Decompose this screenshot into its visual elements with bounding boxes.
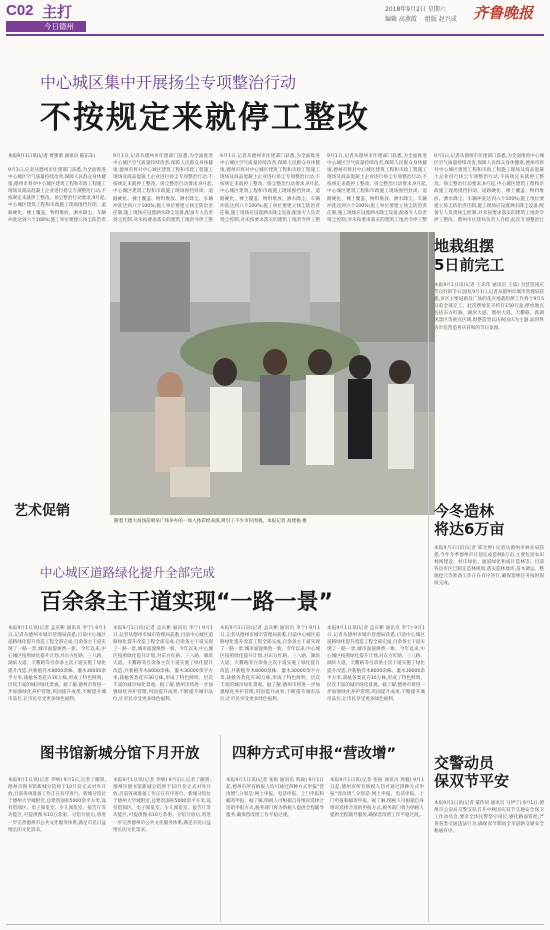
side1-headline-line1: 地栽组摆 bbox=[434, 237, 495, 255]
story2-body-col2: 本报9月1日讯(记者 孟庆彬 通讯员 李宁) 9月1日,记者从德州市城市管理局获悉,目前中心城区道路绿化提升改造工程全部完成,百余条主干道实现了一路一景,城市面貌焕然一新。今年以来,中心城区按照绿化提升计划,对东方红路、三八路、湖滨大道、天衢路等百余条主次干道实施了绿化提升改造,共新植乔木8000余株、灌木30000余平方米,栽植各类花卉30万株,形成了特色鲜明、层次丰富的城市绿化景观。据了解,德州市将进一步加强绿化养护管理,巩固提升成果,不断提升城市品位,让市民享受更多绿色福利。 bbox=[113, 626, 213, 702]
page-code: C02 bbox=[6, 2, 34, 19]
masthead-logo: 齐鲁晚报 bbox=[473, 4, 534, 22]
editor-line: 编辑 高燕霞 组版 赵兴成 bbox=[385, 16, 457, 23]
lead-body-col2: 9月1日,记者从德州市住建部门获悉,为全面推进中心城区空气质量持续改善,保障人民群众身体健康,德州市将对中心城区建筑工程和市政工程施工现场及商品混凝土企业进行扬尘专项整治行动,不按规定来就停工整改。扬尘整治行动要求,9月起,中心城区建筑工程和市政施工现场围挡封闭、道路硬化、裸土覆盖、物料堆放、洒水降尘、车辆冲洗达到六个100%;施工单位要建立扬尘防治责任制,施工现场应设置洒水降尘设备,配备专人负责扬尘控制,对未按要求落实的建筑工地责令停工整 bbox=[113, 154, 213, 223]
side3-headline-line1: 交警动员 bbox=[434, 754, 495, 772]
story2-kicker: 中心城区道路绿化提升全部完成 bbox=[40, 565, 216, 580]
lead-byline: 本报9月1日讯(记者 贾蕾蕾 通讯员 陆东东) bbox=[8, 154, 96, 159]
bottom-rule bbox=[6, 924, 544, 925]
story3-divider bbox=[220, 735, 221, 922]
photo-illustration bbox=[110, 232, 435, 515]
story3-headline: 图书馆新城分馆下月开放 bbox=[40, 746, 200, 762]
photo-caption: 随着天德大商场前喷泉广场举办的一场人体彩绘表演,吸引了不少市民围观。本报记者 高建福 摄 bbox=[114, 519, 307, 524]
lead-headline: 不按规定来就停工整改 bbox=[40, 100, 370, 136]
story4-body-col1: 本报9月1日讯(记者 张振 通讯员 周毅) 9月1日起,德州市所有纳税人均可通过四种方式申报“营改增”,分别是:网上申报、电话申报、上门申报和邮寄申报。据了解,纳税人可根据自身情况选择合适的申报方式,税务部门将为纳税人提供全程辅导服务,确保营改增工作平稳过渡。 bbox=[226, 778, 324, 819]
story2-body-col4: 本报9月1日讯(记者 孟庆彬 通讯员 李宁) 9月1日,记者从德州市城市管理局获悉,目前中心城区道路绿化提升改造工程全部完成,百余条主干道实现了一路一景,城市面貌焕然一新。今年以来,中心城区按照绿化提升计划,对东方红路、三八路、湖滨大道、天衢路等百余条主次干道实施了绿化提升改造,共新植乔木8000余株、灌木30000余平方米,栽植各类花卉30万株,形成了特色鲜明、层次丰富的城市绿化景观。据了解,德州市将进一步加强绿化养护管理,巩固提升成果,不断提升城市品位,让市民享受更多绿色福利。 bbox=[327, 626, 425, 702]
photo-tag: 艺术促销 bbox=[14, 503, 70, 519]
lead-body-col5: 9月1日,记者从德州市住建部门获悉,为全面推进中心城区空气质量持续改善,保障人民群众身体健康,德州市将对中心城区建筑工程和市政工程施工现场及商品混凝土企业进行扬尘专项整治行动,不按规定来就停工整改。扬尘整治行动要求,9月起,中心城区建筑工程和市政施工现场围挡封闭、道路硬化、裸土覆盖、物料堆放、洒水降尘、车辆冲洗达到六个100%;施工单位要建立扬尘防治责任制,施工现场应设置洒水降尘设备,配备专人负责扬尘控制,对未按要求落实的建筑工地责令停工整改。德州市住建局负责人介绍,此次专项整治行 bbox=[434, 154, 544, 223]
side1-headline-line2: 5日前完工 bbox=[434, 256, 505, 274]
page-header bbox=[0, 0, 550, 34]
story3-body-col1: 本报9月1日讯(记者 李响) 9月1日,记者了解到,德州市图书馆新城分馆将于10月份正式对外开放,目前各项准备工作正在有序进行。新城分馆位于德州大学城附近,总建筑面积5000余平方米,设有借阅区、电子阅览室、少儿阅览室、报告厅等功能区,可提供图书10万余册。分馆开放后,将进一步完善德州市公共文化服务体系,满足市民日益增长的文化需求。 bbox=[8, 778, 106, 833]
subsection-tab bbox=[6, 21, 86, 32]
side1-body: 本报9月1日讯(记者 王乐伟 通讯员 王茹) 为营造国庆节良好的节日氛围,9月1日,记者从德州市城市管理局获悉,市区主要道路及广场的花卉地栽组摆工作将于9月5日前全部完工。此次摆放花卉约有150万盆,摆放地点包括东方红路、湖滨大道、德州大道、天衢路、新湖风景区等重点区域,组摆造型以庆祝国庆为主题,届时将为市民营造喜庆祥和的节日氛围。 bbox=[434, 283, 544, 331]
side2-headline-line1: 今冬造林 bbox=[434, 502, 495, 520]
side3-body: 本报9月1日讯(记者 董传同 通讯员 马伊宁) 9月1日,德州市公安局交警支队召开中秋国庆双节交通安全保卫工作动员会,要求全体民警坚守岗位,强化路面管控,严查各类交通违法行为,确保双节期间全市道路交通安全畅通有序。 bbox=[434, 801, 544, 835]
section-title: 主打 bbox=[42, 3, 73, 21]
news-photo bbox=[110, 232, 435, 515]
lead-body-col3: 9月1日,记者从德州市住建部门获悉,为全面推进中心城区空气质量持续改善,保障人民群众身体健康,德州市将对中心城区建筑工程和市政工程施工现场及商品混凝土企业进行扬尘专项整治行动,不按规定来就停工整改。扬尘整治行动要求,9月起,中心城区建筑工程和市政施工现场围挡封闭、道路硬化、裸土覆盖、物料堆放、洒水降尘、车辆冲洗达到六个100%;施工单位要建立扬尘防治责任制,施工现场应设置洒水降尘设备,配备专人负责扬尘控制,对未按要求落实的建筑工地责令停工整 bbox=[220, 154, 320, 223]
lead-kicker: 中心城区集中开展扬尘专项整治行动 bbox=[40, 73, 297, 92]
date-line: 2018年9月2日 星期六 bbox=[385, 6, 446, 13]
lead-body-col1: 9月1日,记者从德州市住建部门获悉,为全面推进中心城区空气质量持续改善,保障人民群众身体健康,德州市将对中心城区建筑工程和市政工程施工现场及商品混凝土企业进行扬尘专项整治行动,不按规定来就停工整改。扬尘整治行动要求,9月起,中心城区建筑工程和市政施工现场围挡封闭、道路硬化、裸土覆盖、物料堆放、洒水降尘、车辆冲洗达到六个100%;施工单位要建立扬尘防治责 bbox=[8, 168, 106, 223]
subsection-label: 今日德州 bbox=[44, 22, 74, 31]
side3-headline-line2: 保双节平安 bbox=[434, 772, 510, 790]
lead-body-col4: 9月1日,记者从德州市住建部门获悉,为全面推进中心城区空气质量持续改善,保障人民群众身体健康,德州市将对中心城区建筑工程和市政工程施工现场及商品混凝土企业进行扬尘专项整治行动,不按规定来就停工整改。扬尘整治行动要求,9月起,中心城区建筑工程和市政施工现场围挡封闭、道路硬化、裸土覆盖、物料堆放、洒水降尘、车辆冲洗达到六个100%;施工单位要建立扬尘防治责任制,施工现场应设置洒水降尘设备,配备专人负责扬尘控制,对未按要求落实的建筑工地责令停工整 bbox=[327, 154, 427, 223]
side2-body: 本报9月1日讯(记者 邢光婷) 记者从德州市林业局获悉,今年冬季德州市计划完成造林6万亩,主要包括农田林网建设、村庄绿化、通道绿化和成片造林等。目前各县市区已制定造林规划,落实造林地块,苗木调运、整地挖穴等准备工作正在有序进行,确保造林任务按时保质完成。 bbox=[434, 546, 544, 587]
header-rule bbox=[6, 34, 544, 36]
story3-body-col2: 本报9月1日讯(记者 李响) 9月1日,记者了解到,德州市图书馆新城分馆将于10月份正式对外开放,目前各项准备工作正在有序进行。新城分馆位于德州大学城附近,总建筑面积5000余平方米,设有借阅区、电子阅览室、少儿阅览室、报告厅等功能区,可提供图书10万余册。分馆开放后,将进一步完善德州市公共文化服务体系,满足市民日益增长的文化需求。 bbox=[113, 778, 211, 833]
story2-headline: 百余条主干道实现“一路一景” bbox=[40, 590, 333, 615]
story4-body-col2: 本报9月1日讯(记者 张振 通讯员 周毅) 9月1日起,德州市所有纳税人均可通过四种方式申报“营改增”,分别是:网上申报、电话申报、上门申报和邮寄申报。据了解,纳税人可根据自身情况选择合适的申报方式,税务部门将为纳税人提供全程辅导服务,确保营改增工作平稳过渡。 bbox=[330, 778, 424, 819]
story2-body-col3: 本报9月1日讯(记者 孟庆彬 通讯员 李宁) 9月1日,记者从德州市城市管理局获悉,目前中心城区道路绿化提升改造工程全部完成,百余条主干道实现了一路一景,城市面貌焕然一新。今年以来,中心城区按照绿化提升计划,对东方红路、三八路、湖滨大道、天衢路等百余条主次干道实施了绿化提升改造,共新植乔木8000余株、灌木30000余平方米,栽植各类花卉30万株,形成了特色鲜明、层次丰富的城市绿化景观。据了解,德州市将进一步加强绿化养护管理,巩固提升成果,不断提升城市品位,让市民享受更多绿色福利。 bbox=[220, 626, 320, 702]
story2-body-col1: 本报9月1日讯(记者 孟庆彬 通讯员 李宁) 9月1日,记者从德州市城市管理局获悉,目前中心城区道路绿化提升改造工程全部完成,百余条主干道实现了一路一景,城市面貌焕然一新。今年以来,中心城区按照绿化提升计划,对东方红路、三八路、湖滨大道、天衢路等百余条主次干道实施了绿化提升改造,共新植乔木8000余株、灌木30000余平方米,栽植各类花卉30万株,形成了特色鲜明、层次丰富的城市绿化景观。据了解,德州市将进一步加强绿化养护管理,巩固提升成果,不断提升城市品位,让市民享受更多绿色福利。 bbox=[8, 626, 106, 702]
side2-headline-line2: 将达6万亩 bbox=[434, 520, 505, 538]
story4-headline: 四种方式可申报“营改增” bbox=[232, 746, 397, 762]
side-divider bbox=[428, 232, 429, 922]
